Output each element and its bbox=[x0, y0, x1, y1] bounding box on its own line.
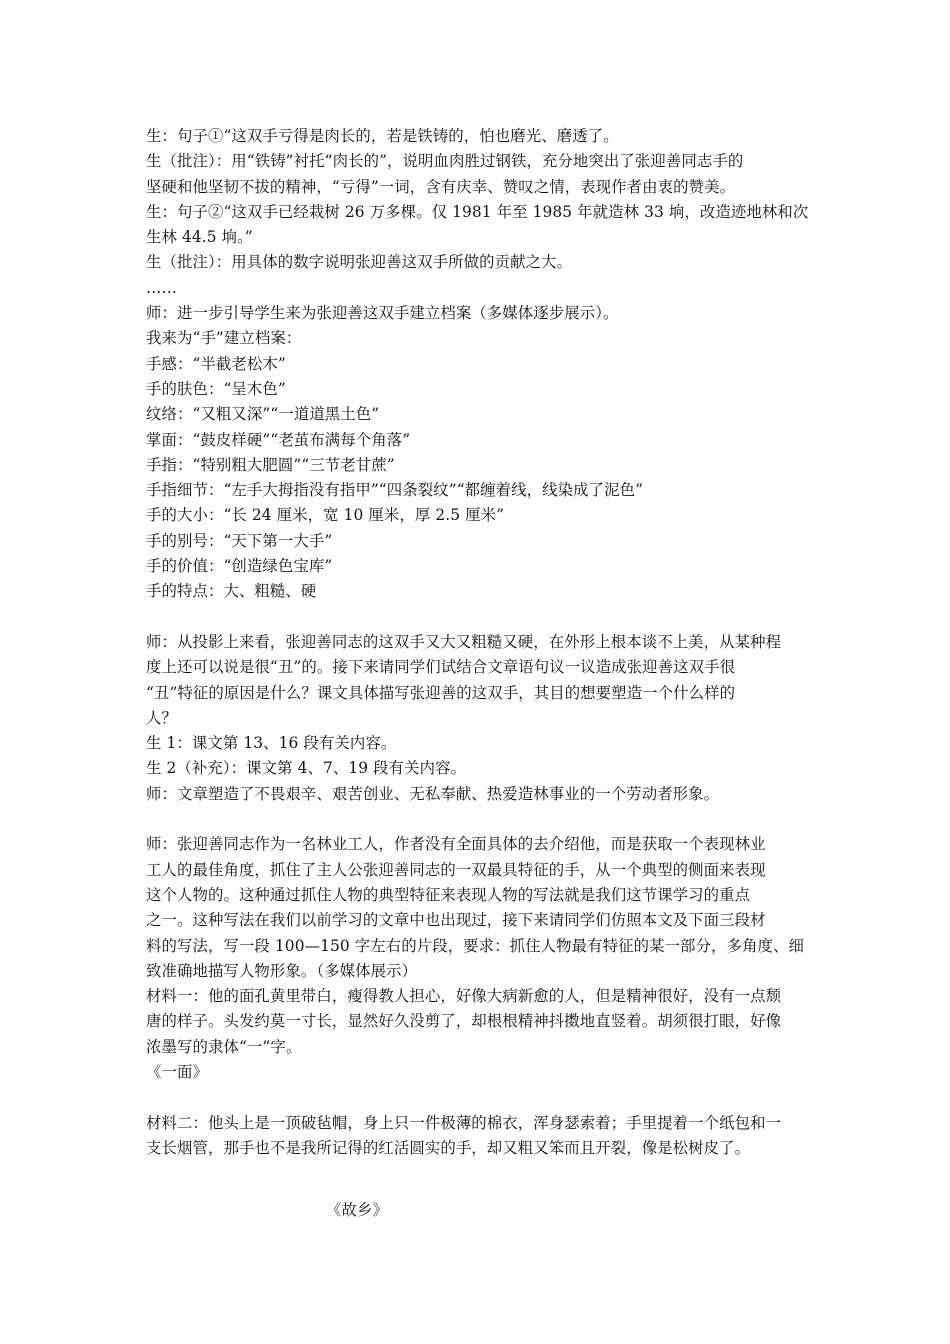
archive-item: 手的大小：“长 24 厘米，宽 10 厘米，厚 2.5 厘米” bbox=[146, 506, 505, 525]
archive-item: 手感：“半截老松木” bbox=[146, 354, 286, 373]
section-discussion bbox=[146, 630, 814, 807]
paragraph-gap bbox=[146, 1161, 814, 1186]
text-line: 支长烟管，那手也不是我所记得的红活圆实的手，却又粗又笨而且开裂，像是松树皮了。 bbox=[146, 1138, 751, 1157]
text-line: 师：文章塑造了不畏艰辛、艰苦创业、无私奉献、热爱造林事业的一个劳动者形象。 bbox=[146, 784, 720, 803]
ellipsis-line: …… bbox=[146, 278, 177, 297]
text-line: 料的写法，写一段 100—150 字左右的片段，要求：抓住人物最有特征的某一部分，多角度、细 bbox=[146, 936, 804, 955]
text-line: 工人的最佳角度，抓住了主人公张迎善同志的一双最具特征的手，从一个典型的侧面来表现 bbox=[146, 860, 766, 879]
archive-item: 手的特点：大、粗糙、硬 bbox=[146, 582, 317, 601]
section-annotations bbox=[146, 124, 814, 605]
text-line: 材料一：他的面孔黄里带白，瘦得教人担心，好像大病新愈的人，但是精神很好，没有一点颓 bbox=[146, 987, 782, 1006]
archive-item: 纹络：“又粗又深”“一道道黑土色” bbox=[146, 405, 380, 424]
paragraph-gap bbox=[146, 807, 814, 832]
text-line: 浓墨写的隶体“一”字。 bbox=[146, 1037, 302, 1056]
text-line: 生（批注）：用“铁铸”衬托“肉长的”，说明血肉胜过钢铁，充分地突出了张迎善同志手的 bbox=[146, 152, 744, 171]
text-line: 生：句子①“这双手亏得是肉长的，若是铁铸的，怕也磨光、磨透了。 bbox=[146, 127, 619, 145]
archive-item: 手的价值：“创造绿色宝库” bbox=[146, 557, 333, 576]
text-line: 人？ bbox=[146, 708, 177, 727]
text-line: 生 1：课文第 13、16 段有关内容。 bbox=[146, 734, 397, 753]
text-line: 坚硬和他坚韧不拔的精神，“亏得”一词，含有庆幸、赞叹之情，表现作者由衷的赞美。 bbox=[146, 177, 736, 196]
archive-item: 手指细节：“左手大拇指没有指甲”“四条裂纹”“都缠着线，线染成了泥色” bbox=[146, 481, 644, 500]
text-line: 师：张迎善同志作为一名林业工人，作者没有全面具体的去介绍他，而是获取一个表现林业 bbox=[146, 835, 766, 854]
paragraph-gap bbox=[146, 1085, 814, 1110]
text-line: 生（批注）：用具体的数字说明张迎善这双手所做的贡献之大。 bbox=[146, 253, 573, 272]
text-line: 材料二：他头上是一顶破毡帽，身上只一件极薄的棉衣，浑身瑟索着；手里提着一个纸包和一 bbox=[146, 1113, 782, 1132]
text-line: 之一。这种写法在我们以前学习的文章中也出现过，接下来请同学们仿照本文及下面三段材 bbox=[146, 911, 766, 930]
text-line: 生林 44.5 垧。” bbox=[146, 228, 253, 247]
archive-item: 手指：“特别粗大肥圆”“三节老甘蔗” bbox=[146, 455, 395, 474]
text-line: 生 2（补充）：课文第 4、7、19 段有关内容。 bbox=[146, 759, 467, 778]
text-line: 度上还可以说是很“丑”的。接下来请同学们试结合文章语句议一议造成张迎善这双手很 bbox=[146, 658, 736, 677]
text-line: “丑”特征的原因是什么？课文具体描写张迎善的这双手，其目的想要塑造一个什么样的 bbox=[146, 683, 736, 702]
document-page bbox=[146, 124, 814, 1224]
source-citation: 《故乡》 bbox=[326, 1201, 388, 1220]
text-line: 师：从投影上来看，张迎善同志的这双手又大又粗糙又硬，在外形上根本谈不上美，从某种程 bbox=[146, 632, 782, 651]
text-line: 师：进一步引导学生来为张迎善这双手建立档案（多媒体逐步展示）。 bbox=[146, 304, 619, 323]
text-line: 生：句子②“这双手已经栽树 26 万多棵。仅 1981 年至 1985 年就造林 33 垧，改造迹地林和次 bbox=[146, 202, 809, 221]
text-line: 致准确地描写人物形象。（多媒体展示） bbox=[146, 961, 418, 980]
archive-item: 手的肤色：“呈木色” bbox=[146, 379, 286, 398]
archive-item: 手的别号：“天下第一大手” bbox=[146, 531, 333, 550]
archive-item: 掌面：“鼓皮样硬”“老茧布满每个角落” bbox=[146, 430, 411, 449]
archive-heading: 我来为“手”建立档案： bbox=[146, 329, 302, 348]
paragraph-gap bbox=[146, 605, 814, 630]
spacer bbox=[146, 1186, 814, 1198]
text-line: 唐的样子。头发约莫一寸长，显然好久没剪了，却根根精神抖擞地直竖着。胡须很打眼，好像 bbox=[146, 1012, 782, 1031]
section-writing-task bbox=[146, 832, 814, 1085]
section-material-two bbox=[146, 1111, 814, 1162]
text-line: 这个人物的。这种通过抓住人物的典型特征来表现人物的写法就是我们这节课学习的重点 bbox=[146, 885, 751, 904]
source-citation: 《一面》 bbox=[146, 1062, 208, 1081]
